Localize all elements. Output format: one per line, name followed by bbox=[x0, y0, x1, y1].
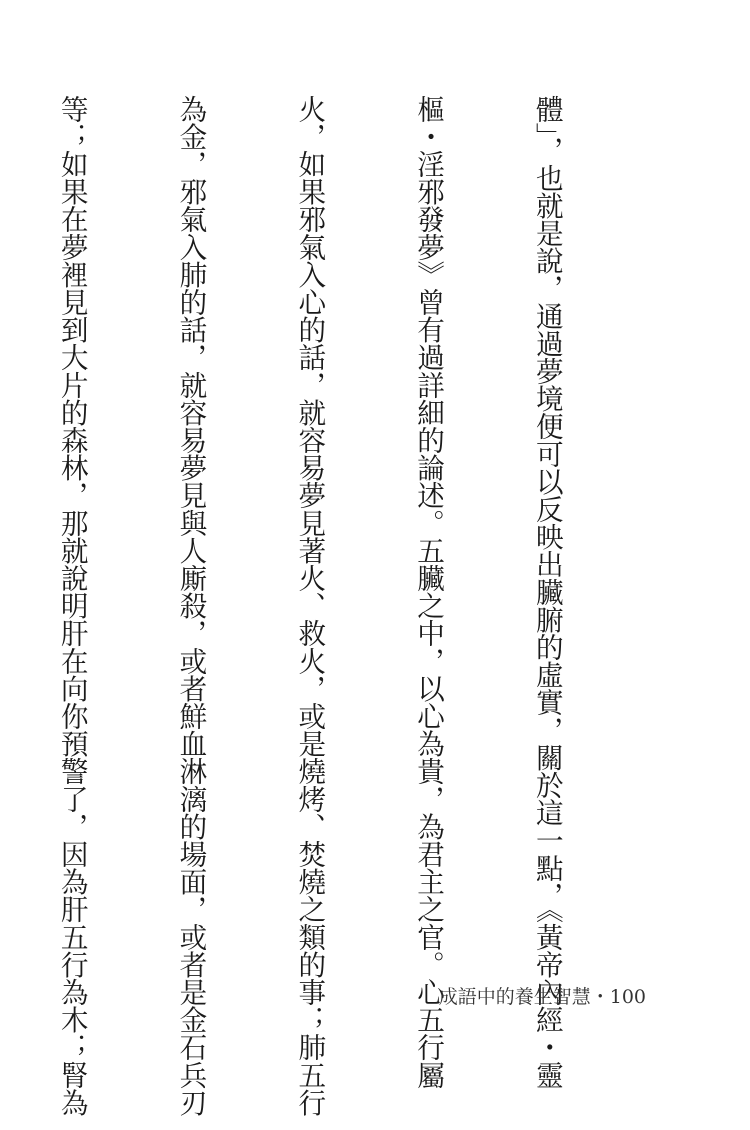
footer-page-number: 100 bbox=[609, 986, 646, 1008]
text-column-5: 等；如果在夢裡見到大片的森林，那就說明肝在向你預警了，因為肝五行為木；腎為 bbox=[55, 95, 89, 1117]
footer-book-title: 成語中的養生智慧 bbox=[438, 986, 591, 1008]
text-column-4: 為金，邪氣入肺的話，就容易夢見與人廝殺，或者鮮血淋漓的場面，或者是金石兵刃 bbox=[174, 95, 208, 1117]
page-footer bbox=[439, 985, 646, 1009]
text-column-1: 體」，也就是說，通過夢境便可以反映出臟腑的虛實，關於這一點，《黃帝內經・靈 bbox=[530, 95, 564, 1089]
text-column-2: 樞・淫邪發夢》曾有過詳細的論述。五臟之中，以心為貴，為君主之官。心五行屬 bbox=[412, 95, 446, 1089]
footer-separator: ・ bbox=[590, 986, 610, 1008]
text-column-3: 火，如果邪氣入心的話，就容易夢見著火、救火，或是燒烤、焚燒之類的事；肺五行 bbox=[293, 95, 327, 1117]
